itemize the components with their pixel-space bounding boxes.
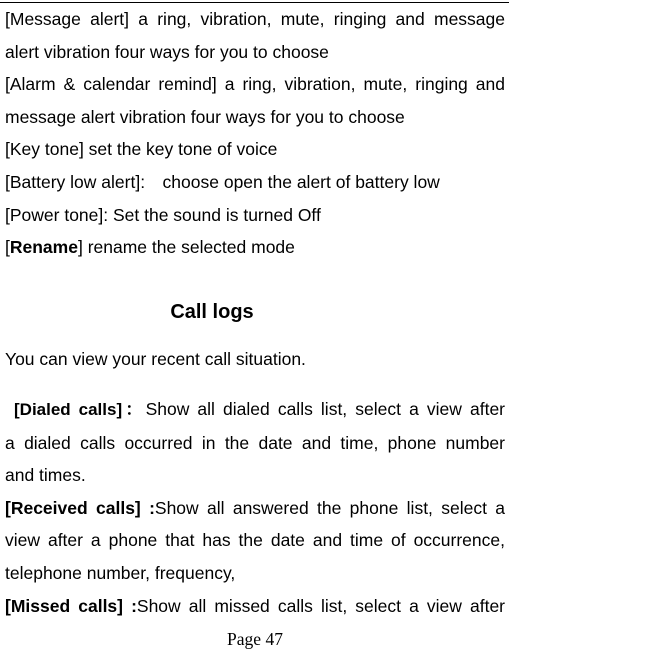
received-calls-label: [Received calls] : [5, 497, 155, 518]
dialed-calls-line-1 [5, 393, 505, 427]
dialed-calls-line-3: and times. [5, 465, 86, 486]
message-alert-line-2: alert vibration four ways for you to choose [5, 41, 329, 62]
message-alert-line-1: [Message alert] a ring, vibration, mute, ringing and message [5, 9, 505, 29]
rename-label: Rename [9, 237, 78, 258]
alarm-remind-line-2: message alert vibration four ways for you to choose [5, 106, 405, 127]
missed-calls-text-1: Show all missed calls list, select a view after [136, 595, 505, 616]
settings-section [5, 3, 505, 264]
power-tone-line: [Power tone]: Set the sound is turned Off [5, 204, 321, 225]
call-logs-intro: You can view your recent call situation. [5, 349, 306, 369]
dialed-calls-text-1: Show all dialed calls list, select a view after [145, 399, 506, 419]
battery-low-line: [Battery low alert]: choose open the alert of battery low [5, 171, 440, 192]
missed-calls-line-1 [5, 590, 505, 623]
received-calls-line-1 [5, 492, 505, 525]
rename-open-bracket: [ [5, 237, 10, 258]
missed-calls-label: [Missed calls] : [5, 595, 137, 616]
rename-description: ] rename the selected mode [77, 237, 295, 258]
call-logs-heading: Call logs [170, 301, 254, 323]
dialed-calls-line-2: a dialed calls occurred in the date and time, phone number [5, 432, 505, 453]
received-calls-text-1: Show all answered the phone list, select a [154, 497, 506, 518]
dialed-calls-label: [Dialed calls]： [14, 400, 146, 419]
call-logs-list [5, 393, 505, 622]
rename-line [5, 231, 505, 264]
received-calls-line-2: view after a phone that has the date and time of occurrence, [5, 530, 505, 551]
received-calls-line-3: telephone number, frequency, [5, 562, 236, 583]
alarm-remind-line-1: [Alarm & calendar remind] a ring, vibration, mute, ringing and [5, 74, 505, 95]
key-tone-line: [Key tone] set the key tone of voice [5, 139, 278, 160]
page-number: Page 47 [227, 629, 283, 649]
